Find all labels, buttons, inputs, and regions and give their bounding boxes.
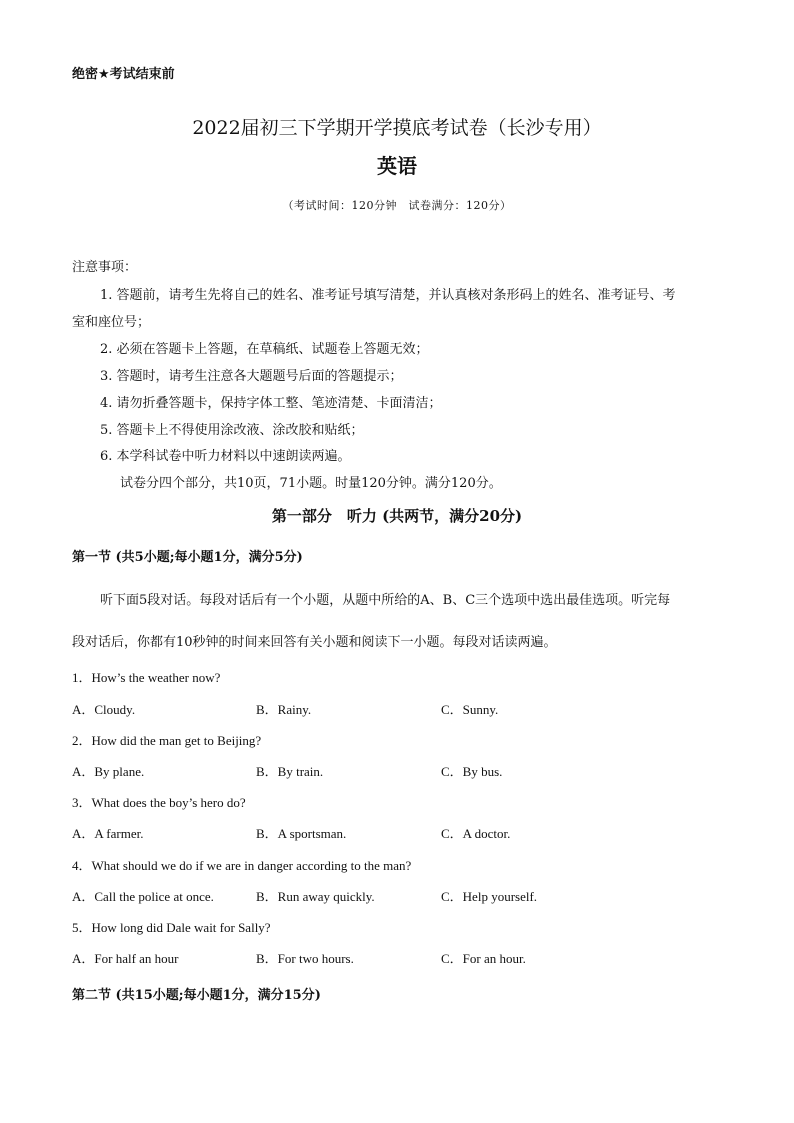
note-item: 5. 答题卡上不得使用涂改液、涂改胶和贴纸；: [100, 423, 364, 438]
note-item: 4. 请勿折叠答题卡，保持字体工整、笔迹清楚、卡面清洁；: [100, 396, 442, 411]
option-b: B．A sportsman.: [256, 826, 347, 841]
option-a: A．By plane.: [72, 764, 145, 779]
question-4: 4．What should we do if we are in danger according to the man?: [72, 858, 412, 873]
part1-title: 第一部分 听力 (共两节，满分20分): [271, 507, 523, 525]
question-1: 1．How’s the weather now?: [72, 670, 221, 685]
note-item: 3. 答题时，请考生注意各大题题号后面的答题提示；: [100, 369, 403, 384]
option-a: A．Call the police at once.: [72, 889, 214, 904]
option-c: C．By bus.: [441, 764, 503, 779]
option-b: B．By train.: [256, 764, 324, 779]
exam-title: 2022届初三下学期开学摸底考试卷（长沙专用）: [192, 117, 602, 139]
section1-title: 第一节 (共5小题;每小题1分，满分5分): [72, 550, 303, 565]
option-c: C．A doctor.: [441, 826, 511, 841]
option-c: C．For an hour.: [441, 951, 526, 966]
note-item: 室和座位号；: [72, 315, 151, 330]
question-3: 3．What does the boy’s hero do?: [72, 795, 246, 810]
option-a: A．A farmer.: [72, 826, 144, 841]
section2-title: 第二节 (共15小题;每小题1分，满分15分): [72, 988, 321, 1003]
notes-title: 注意事项：: [72, 260, 138, 275]
question-5: 5．How long did Dale wait for Sally?: [72, 920, 271, 935]
option-a: A．Cloudy.: [72, 702, 136, 717]
confidential-label: 绝密★考试结束前: [72, 67, 175, 82]
question-2: 2．How did the man get to Beijing?: [72, 733, 262, 748]
instructions-line: 段对话后，你都有10秒钟的时间来回答有关小题和阅读下一小题。每段对话读两遍。: [72, 635, 557, 650]
option-c: C．Help yourself.: [441, 889, 538, 904]
option-b: B．For two hours.: [256, 951, 354, 966]
note-item: 试卷分四个部分，共10页，71小题。时量120分钟。满分120分。: [120, 476, 502, 491]
note-item: 1. 答题前，请考生先将自己的姓名、准考证号填写清楚，并认真核对条形码上的姓名、准考证号、考: [100, 288, 676, 303]
option-b: B．Run away quickly.: [256, 889, 375, 904]
option-c: C．Sunny.: [441, 702, 499, 717]
note-item: 2. 必须在答题卡上答题，在草稿纸、试题卷上答题无效；: [100, 342, 429, 357]
option-a: A．For half an hour: [72, 951, 179, 966]
subject-title: 英语: [377, 154, 417, 178]
option-b: B．Rainy.: [256, 702, 312, 717]
exam-info: （考试时间：120分钟 试卷满分：120分）: [282, 199, 512, 212]
instructions-line: 听下面5段对话。每段对话后有一个小题，从题中所给的A、B、C三个选项中选出最佳选项。听完每: [100, 593, 671, 608]
note-item: 6. 本学科试卷中听力材料以中速朗读两遍。: [100, 449, 351, 464]
